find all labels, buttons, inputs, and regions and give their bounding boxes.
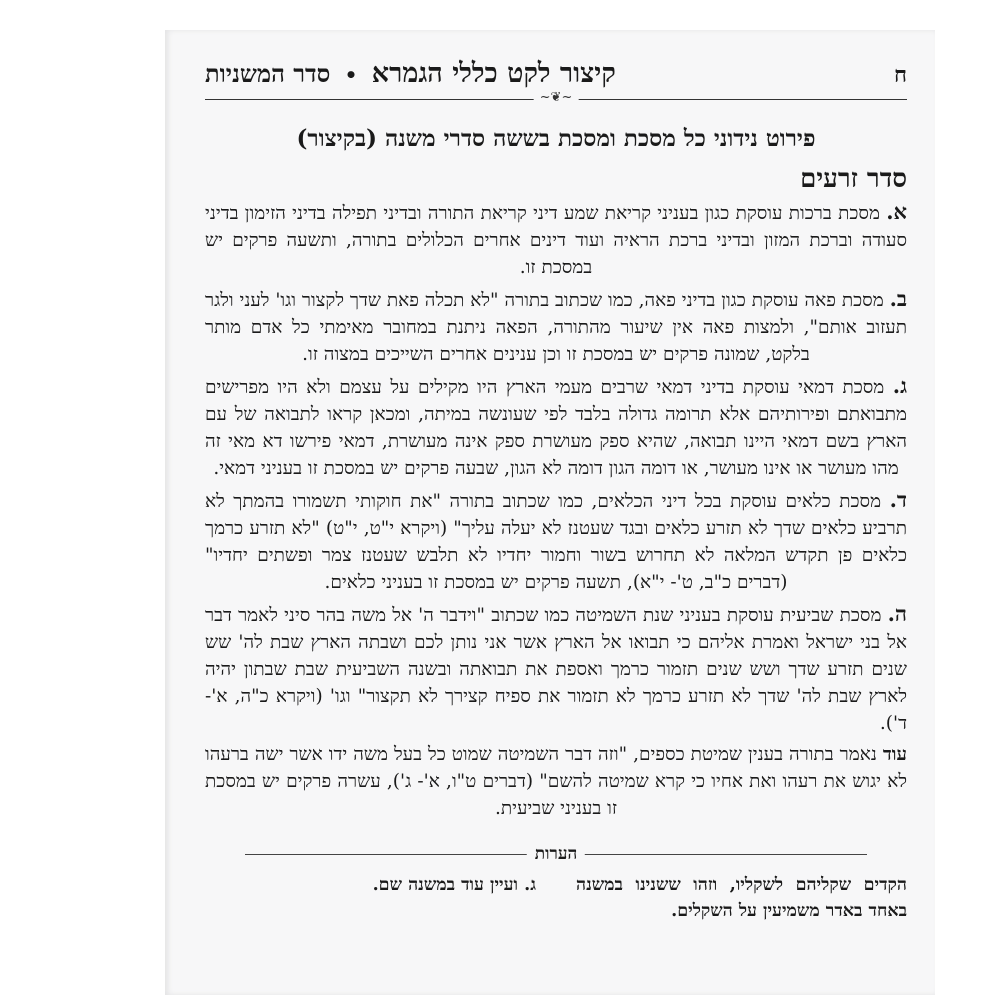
page-content xyxy=(205,58,907,985)
notes-heading: הערות xyxy=(527,844,585,864)
order-title: סדר זרעים xyxy=(800,164,907,194)
paragraph-lead-word: עוד xyxy=(882,744,907,765)
header-rule xyxy=(205,90,907,107)
paragraph-text: מסכת שביעית עוסקת בעניני שנת השמיטה כמו שכתוב "וידבר ה' אל משה בהר סיני לאמר דבר אל בני ישראל ואמרת אליהם כי תבואו אל הארץ אשר אני נותן לכם ושבתה הארץ שבת לה' שש שנים תזרע שדך ושש שנים תזמור כרמך ואספת את תבואתה ובשנה השביעית שבת שבתון יהיה לארץ שבת לה' שדך לא תזרע כרמך לא תזמור את ספיח קצירך לא תקצור" וגו' (ויקרא כ"ה, א'- ד'). xyxy=(205,605,907,734)
footnote-column: ג. ועיין עוד במשנה שם. xyxy=(372,875,536,895)
running-head xyxy=(205,58,907,89)
paragraph-he xyxy=(205,600,907,737)
paragraph-alef xyxy=(205,198,907,281)
paragraph-letter: א. xyxy=(886,199,907,224)
paragraph-dalet xyxy=(205,486,907,596)
running-head-text xyxy=(205,58,616,89)
paragraph-letter: ה. xyxy=(887,601,907,626)
section-title: סדר המשניות xyxy=(205,59,331,88)
paragraph-gimel xyxy=(205,372,907,482)
paragraph-text: מסכת דמאי עוסקת בדיני דמאי שרבים מעמי הארץ היו מקילים על עצמם ולא היו מפרישים מתבואתם ופירותיהם אלא תרומה גדולה בלבד לפי שעונשה במיתה, ומכאן קראו לתבואה של עם הארץ בשם דמאי היינו תבואה, שהיא ספק מעושרת ספק אינה מעושרת, דמאי פירשו דא מאי זה מהו מעושר או אינו מעושר, או דומה הגון דומה לא הגון, שבעה פרקים יש במסכת זו בעניני דמאי. xyxy=(205,377,907,479)
footnotes xyxy=(205,872,907,924)
paragraph-text: מסכת פאה עוסקת כגון בדיני פאה, כמו שכתוב בתורה "לא תכלה פאת שדך לקצור וגו' לעני ולגר תעזוב אותם", ולמצות פאה אין שיעור מהתורה, הפאה ניתנת במחובר מאימתי כל אדם מותר בלקט, שמונה פרקים יש במסכת זו וכן ענינים אחרים השייכים במצוה זו. xyxy=(205,290,907,365)
ornament-icon: ~❦~ xyxy=(534,90,579,105)
paragraph-letter: ג. xyxy=(892,373,908,398)
running-head-separator: • xyxy=(344,63,358,87)
paragraph-text: מסכת כלאים עוסקת בכל דיני הכלאים, כמו שכתוב בתורה "את חוקותי תשמורו בהמתך לא תרביע כלאים שדך לא תזרע כלאים ובגד שעטנז לא יעלה עליך" (ויקרא י"ט, י"ט) "לא תזרע כרמך כלאים פן תקדש המלאה לא תחרוש בשור וחמור יחדיו לא תלבש שעטנז צמר ופשתים יחדיו" (דברים כ"ב, ט'- י"א), תשעה פרקים יש במסכת זו בעניני כלאים. xyxy=(205,491,907,593)
paragraph-letter: ב. xyxy=(889,286,907,311)
notes-rule xyxy=(205,844,907,862)
paragraph-letter: ד. xyxy=(889,487,907,512)
book-title: קיצור לקט כללי הגמרא xyxy=(371,58,616,89)
chapter-title: פירוט נידוני כל מסכת ומסכת בששה סדרי משנה (בקיצור) xyxy=(296,125,816,152)
book-page xyxy=(165,30,935,995)
paragraph-text: נאמר בתורה בענין שמיטת כספים, "וזה דבר השמיטה שמוט כל בעל משה ידו אשר ישה ברעהו לא יגוש את רעהו ואת אחיו כי קרא שמיטה להשם" (דברים ט"ו, א'- ג'), עשרה פרקים יש במסכת זו בעניני שביעית. xyxy=(205,744,907,819)
paragraph-text: מסכת ברכות עוסקת כגון בעניני קריאת שמע דיני קריאת התורה ובדיני תפילה בדיני הזימון בדיני סעודה וברכת המזון ובדיני ברכת הראיה ועוד דינים אחרים הכלולים בתורה, ותשעה פרקים יש במסכת זו. xyxy=(205,203,907,278)
footnote-column: הקדים שקליהם לשקליו, וזהו ששנינו במשנה באחד באדר משמיעין על השקלים. xyxy=(576,875,907,921)
paragraph-bet xyxy=(205,285,907,368)
paragraph-od xyxy=(205,741,907,822)
page-number: ח xyxy=(893,62,907,88)
